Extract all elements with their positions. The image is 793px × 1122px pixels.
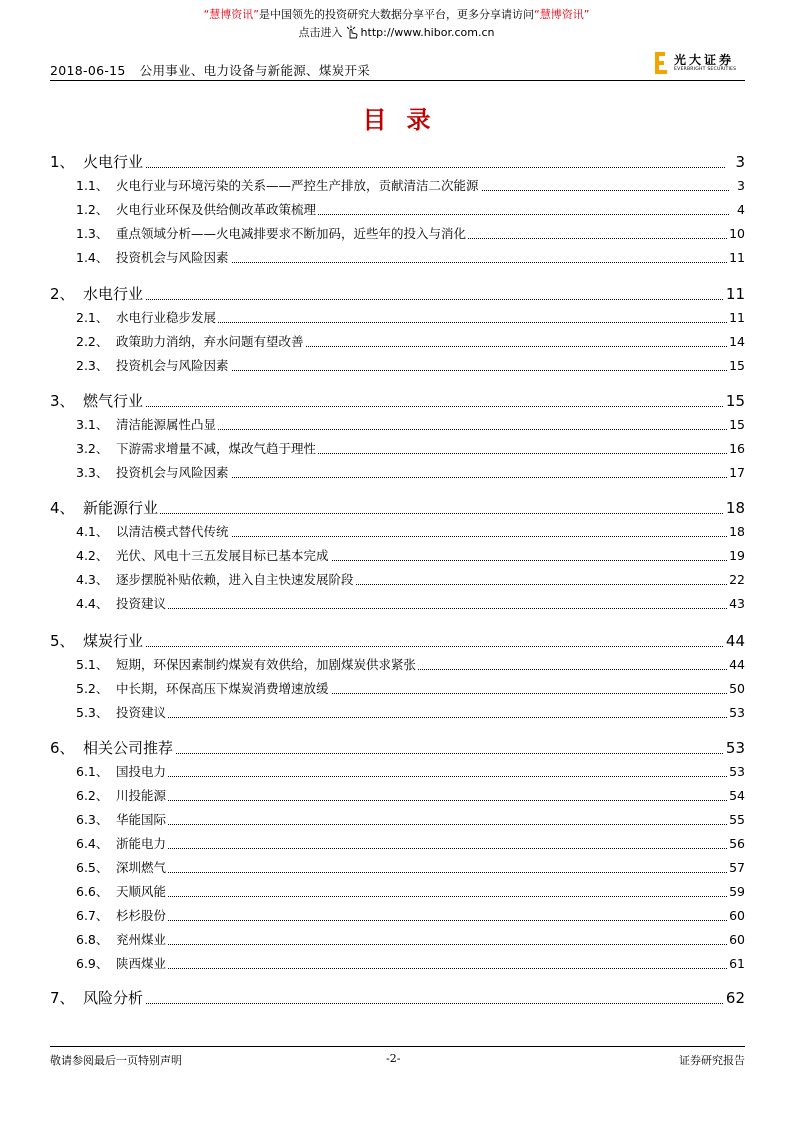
toc-entry-number: 6.9、 — [76, 954, 108, 974]
toc-entry-page: 53 — [725, 739, 745, 757]
toc-section-entry[interactable] — [76, 679, 745, 699]
toc-section-entry[interactable] — [76, 463, 745, 483]
toc-entry-number: 6.4、 — [76, 834, 108, 854]
toc-leader-dots — [116, 896, 729, 897]
toc-entry-page: 3 — [735, 176, 745, 196]
toc-section-entry[interactable] — [76, 786, 745, 806]
toc-entry-label: 煤炭行业 — [83, 632, 144, 650]
toc-leader-dots — [116, 800, 729, 801]
toc-section-entry[interactable] — [76, 224, 745, 244]
toc-entry-number: 1.3、 — [76, 224, 108, 244]
quote-mark: “ — [203, 8, 210, 21]
toc-leader-dots — [83, 406, 725, 407]
toc-section-entry[interactable] — [76, 906, 745, 926]
toc-entry-number: 6.8、 — [76, 930, 108, 950]
toc-leader-dots — [116, 944, 729, 945]
promo-banner — [0, 6, 793, 22]
brand-text: 慧博资讯 — [539, 8, 584, 21]
toc-entry-page: 10 — [727, 224, 745, 244]
toc-entry-page: 60 — [727, 906, 745, 926]
header-rule — [50, 80, 745, 81]
toc-entry-page: 50 — [727, 679, 745, 699]
toc-entry-label: 华能国际 — [116, 810, 168, 830]
toc-entry-number: 5.3、 — [76, 703, 108, 723]
toc-entry-page: 61 — [727, 954, 745, 974]
banner-text: 是中国领先的投资研究大数据分享平台，更多分享请访问 — [259, 8, 534, 21]
toc-entry-page: 60 — [727, 930, 745, 950]
toc-entry-page: 18 — [727, 522, 745, 542]
toc-entry-label: 燃气行业 — [83, 392, 144, 410]
toc-entry-label: 下游需求增量不减，煤改气趋于理性 — [116, 439, 318, 459]
toc-entry-number: 2、 — [50, 285, 75, 303]
toc-entry-page: 55 — [727, 810, 745, 830]
toc-entry-page: 62 — [725, 989, 745, 1007]
toc-entry-label: 投资机会与风险因素 — [116, 248, 231, 268]
toc-section-entry[interactable] — [76, 762, 745, 782]
toc-section-entry[interactable] — [76, 248, 745, 268]
toc-leader-dots — [83, 513, 725, 514]
toc-section-entry[interactable] — [76, 200, 745, 220]
toc-entry-page: 15 — [725, 392, 745, 410]
company-logo — [655, 51, 747, 77]
toc-entry-page: 44 — [725, 632, 745, 650]
toc-entry-number: 3.2、 — [76, 439, 108, 459]
toc-entry-page: 22 — [727, 570, 745, 590]
toc-entry-label: 国投电力 — [116, 762, 168, 782]
toc-leader-dots — [116, 872, 729, 873]
toc-chapter-entry[interactable] — [50, 988, 745, 1008]
toc-section-entry[interactable] — [76, 439, 745, 459]
site-url-link[interactable]: http://www.hibor.com.cn — [360, 26, 495, 39]
toc-entry-label: 相关公司推荐 — [83, 739, 174, 757]
toc-leader-dots — [116, 824, 729, 825]
toc-entry-page: 53 — [727, 762, 745, 782]
toc-entry-number: 6.3、 — [76, 810, 108, 830]
toc-chapter-entry[interactable] — [50, 391, 745, 411]
toc-entry-number: 7、 — [50, 989, 75, 1007]
toc-entry-label: 政策助力消纳，弃水问题有望改善 — [116, 332, 306, 352]
toc-entry-page: 14 — [727, 332, 745, 352]
toc-chapter-entry[interactable] — [50, 498, 745, 518]
toc-entry-label: 兖州煤业 — [116, 930, 168, 950]
toc-chapter-entry[interactable] — [50, 631, 745, 651]
toc-entry-label: 川投能源 — [116, 786, 168, 806]
toc-entry-number: 6.1、 — [76, 762, 108, 782]
toc-section-entry[interactable] — [76, 882, 745, 902]
toc-entry-label: 以清洁模式替代传统 — [116, 522, 231, 542]
toc-entry-page: 11 — [727, 308, 745, 328]
toc-entry-label: 投资机会与风险因素 — [116, 463, 231, 483]
toc-section-entry[interactable] — [76, 176, 745, 196]
toc-entry-number: 1.1、 — [76, 176, 108, 196]
toc-entry-label: 深圳燃气 — [116, 858, 168, 878]
toc-entry-label: 短期，环保因素制约煤炭有效供给，加剧煤炭供求紧张 — [116, 655, 418, 675]
toc-entry-page: 57 — [727, 858, 745, 878]
toc-leader-dots — [116, 968, 729, 969]
toc-leader-dots — [83, 646, 725, 647]
toc-entry-label: 新能源行业 — [83, 499, 159, 517]
toc-leader-dots — [83, 753, 725, 754]
brand-text: 慧博资讯 — [209, 8, 254, 21]
toc-entry-number: 3.1、 — [76, 415, 108, 435]
quote-mark: “ — [534, 8, 540, 21]
toc-entry-page: 3 — [735, 153, 745, 171]
toc-entry-label: 火电行业环保及供给侧改革政策梳理 — [116, 200, 318, 220]
toc-entry-number: 4.2、 — [76, 546, 108, 566]
brand-name[interactable] — [534, 8, 589, 21]
toc-entry-number: 4.4、 — [76, 594, 108, 614]
toc-entry-number: 4、 — [50, 499, 75, 517]
toc-entry-number: 5.1、 — [76, 655, 108, 675]
toc-entry-number: 3、 — [50, 392, 75, 410]
toc-entry-number: 1.2、 — [76, 200, 108, 220]
toc-section-entry[interactable] — [76, 594, 745, 614]
toc-entry-label: 风险分析 — [83, 989, 144, 1007]
toc-leader-dots — [116, 717, 729, 718]
toc-entry-number: 1、 — [50, 153, 75, 171]
toc-leader-dots — [83, 167, 725, 168]
toc-section-entry[interactable] — [76, 810, 745, 830]
toc-entry-page: 11 — [725, 285, 745, 303]
report-date: 2018-06-15 — [50, 63, 126, 78]
toc-entry-number: 6.2、 — [76, 786, 108, 806]
toc-section-entry[interactable] — [76, 703, 745, 723]
toc-entry-label: 中长期，环保高压下煤炭消费增速放缓 — [116, 679, 331, 699]
toc-entry-label: 重点领域分析——火电减排要求不断加码，近些年的投入与消化 — [116, 224, 468, 244]
toc-section-entry[interactable] — [76, 332, 745, 352]
promo-link-line — [0, 24, 793, 40]
toc-leader-dots — [83, 299, 725, 300]
toc-leader-dots — [116, 848, 729, 849]
toc-section-entry[interactable] — [76, 655, 745, 675]
toc-leader-dots — [116, 608, 729, 609]
toc-entry-number: 6.7、 — [76, 906, 108, 926]
toc-entry-page: 15 — [727, 415, 745, 435]
toc-entry-page: 18 — [725, 499, 745, 517]
toc-section-entry[interactable] — [76, 834, 745, 854]
click-enter-text[interactable]: 点击进入 — [298, 26, 343, 39]
toc-entry-page: 4 — [735, 200, 745, 220]
toc-entry-page: 11 — [727, 248, 745, 268]
toc-entry-number: 5、 — [50, 632, 75, 650]
toc-entry-number: 4.1、 — [76, 522, 108, 542]
toc-entry-page: 53 — [727, 703, 745, 723]
toc-entry-label: 天顺风能 — [116, 882, 168, 902]
everbright-logo-icon — [655, 52, 669, 74]
toc-entry-number: 6.6、 — [76, 882, 108, 902]
toc-section-entry[interactable] — [76, 858, 745, 878]
toc-leader-dots — [116, 920, 729, 921]
toc-entry-label: 投资建议 — [116, 703, 168, 723]
toc-entry-label: 浙能电力 — [116, 834, 168, 854]
toc-entry-label: 火电行业与环境污染的关系——严控生产排放，贡献清洁二次能源 — [116, 176, 481, 196]
toc-entry-number: 3.3、 — [76, 463, 108, 483]
toc-entry-label: 清洁能源属性凸显 — [116, 415, 218, 435]
logo-chinese-name: 光大证券 — [674, 53, 735, 67]
toc-entry-page: 15 — [727, 356, 745, 376]
toc-section-entry[interactable] — [76, 415, 745, 435]
toc-entry-number: 5.2、 — [76, 679, 108, 699]
toc-entry-label: 陕西煤业 — [116, 954, 168, 974]
toc-section-entry[interactable] — [76, 546, 745, 566]
toc-entry-number: 6、 — [50, 739, 75, 757]
quote-mark: ” — [253, 8, 259, 21]
toc-chapter-entry[interactable] — [50, 738, 745, 758]
toc-entry-label: 火电行业 — [83, 153, 144, 171]
footer-rule — [50, 1046, 745, 1047]
toc-leader-dots — [83, 1003, 725, 1004]
toc-leader-dots — [116, 776, 729, 777]
hand-pointer-icon — [345, 25, 359, 39]
report-sector: 公用事业、电力设备与新能源、煤炭开采 — [139, 63, 371, 78]
toc-entry-page: 16 — [727, 439, 745, 459]
logo-english-name: EVERBRIGHT SECURITIES — [674, 67, 737, 72]
toc-section-entry[interactable] — [76, 522, 745, 542]
toc-entry-page: 43 — [727, 594, 745, 614]
quote-mark: ” — [583, 8, 590, 21]
toc-section-entry[interactable] — [76, 930, 745, 950]
toc-entry-number: 1.4、 — [76, 248, 108, 268]
toc-section-entry[interactable] — [76, 356, 745, 376]
page-title: 目录 — [362, 105, 451, 134]
report-header — [50, 61, 370, 79]
toc-entry-label: 水电行业稳步发展 — [116, 308, 218, 328]
toc-entry-number: 6.5、 — [76, 858, 108, 878]
toc-entry-page: 59 — [727, 882, 745, 902]
toc-entry-label: 杉杉股份 — [116, 906, 168, 926]
toc-entry-number: 2.1、 — [76, 308, 108, 328]
toc-section-entry[interactable] — [76, 308, 745, 328]
toc-entry-label: 投资建议 — [116, 594, 168, 614]
footer-report-type: 证券研究报告 — [679, 1054, 745, 1067]
footer-disclaimer: 敬请参阅最后一页特别声明 — [50, 1054, 182, 1067]
toc-entry-page: 56 — [727, 834, 745, 854]
toc-entry-label: 光伏、风电十三五发展目标已基本完成 — [116, 546, 331, 566]
toc-entry-page: 19 — [727, 546, 745, 566]
toc-chapter-entry[interactable] — [50, 152, 745, 172]
toc-entry-page: 44 — [727, 655, 745, 675]
toc-entry-label: 投资机会与风险因素 — [116, 356, 231, 376]
toc-chapter-entry[interactable] — [50, 284, 745, 304]
toc-entry-page: 54 — [727, 786, 745, 806]
toc-entry-number: 2.3、 — [76, 356, 108, 376]
toc-entry-label: 逐步摆脱补贴依赖，进入自主快速发展阶段 — [116, 570, 356, 590]
toc-entry-page: 17 — [727, 463, 745, 483]
page-number: -2- — [386, 1052, 401, 1065]
toc-entry-label: 水电行业 — [83, 285, 144, 303]
brand-name[interactable] — [204, 8, 259, 21]
toc-section-entry[interactable] — [76, 954, 745, 974]
toc-section-entry[interactable] — [76, 570, 745, 590]
toc-entry-number: 4.3、 — [76, 570, 108, 590]
toc-entry-number: 2.2、 — [76, 332, 108, 352]
